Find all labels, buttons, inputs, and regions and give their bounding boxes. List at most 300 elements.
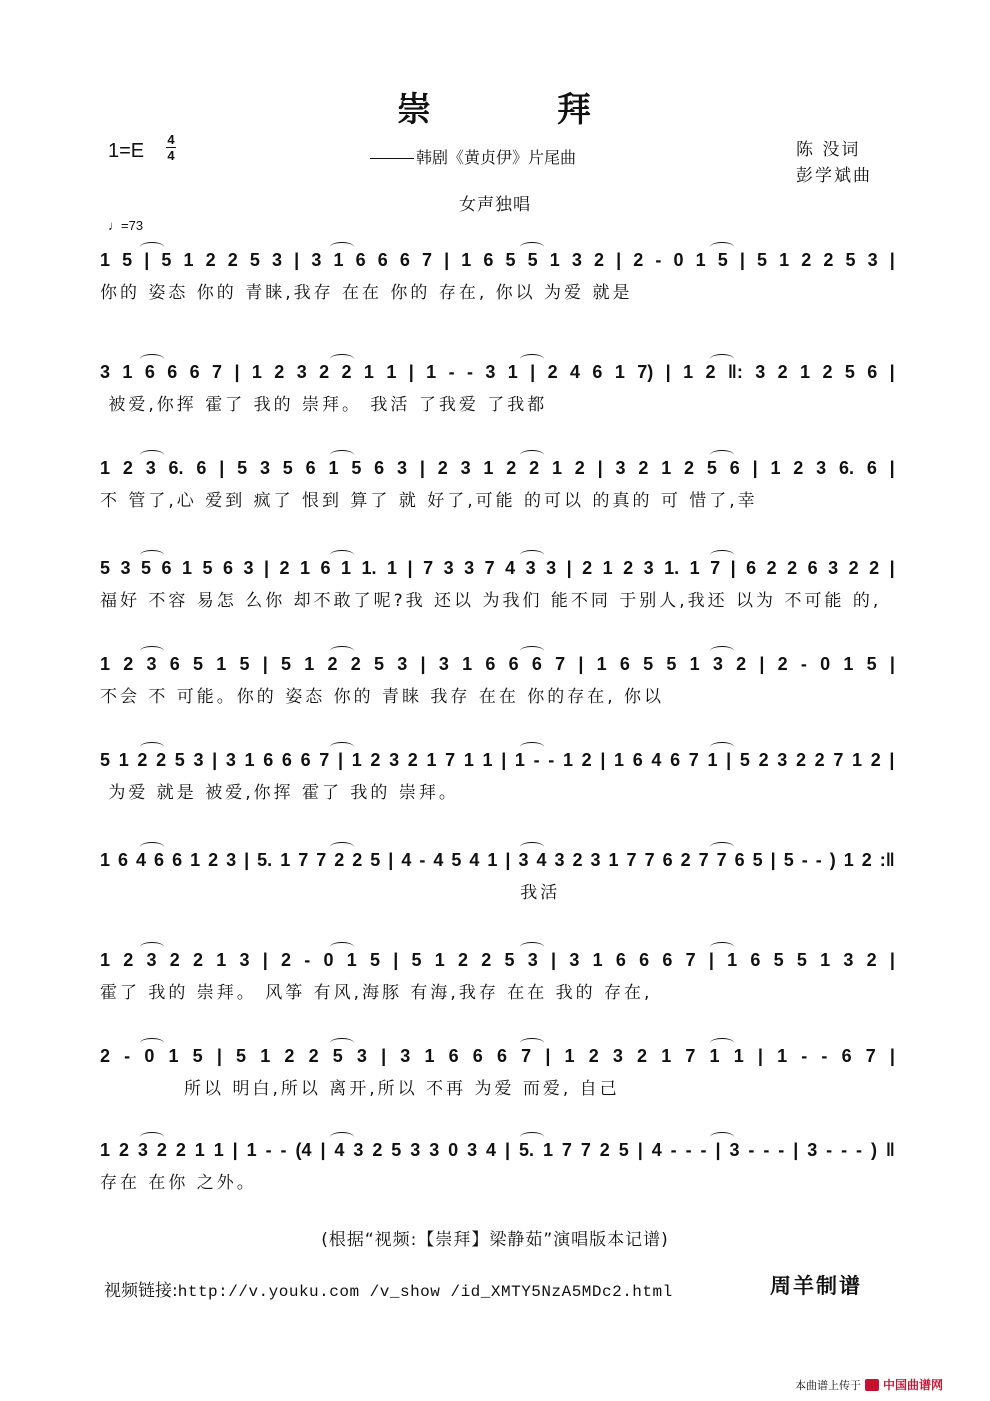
note: 5 (100, 750, 111, 770)
note: - (856, 1140, 863, 1160)
note: - (655, 250, 662, 270)
barline: | (337, 750, 344, 770)
note-row (100, 950, 895, 971)
barline: | (889, 654, 895, 674)
note: 2 (684, 458, 695, 478)
note: - (466, 362, 473, 382)
title-char-2: 拜 (557, 90, 593, 130)
notation-line (100, 840, 895, 878)
note: 5 (351, 458, 362, 478)
note: 3 (438, 654, 449, 674)
barline: | (889, 558, 895, 578)
staff-system (100, 448, 895, 512)
note: 2 (633, 250, 644, 270)
note: 5 (739, 750, 750, 770)
note: 5 (844, 362, 855, 382)
note: 2 (193, 950, 204, 970)
note-row (100, 750, 895, 771)
note: 1 (689, 654, 700, 674)
note: 5 (618, 1140, 629, 1160)
note: 1 (683, 362, 694, 382)
note: 1 (434, 950, 445, 970)
note: 5 (239, 654, 250, 674)
note: 6 (496, 1046, 507, 1066)
note: 2 (793, 458, 804, 478)
barline: | (759, 654, 765, 674)
note: 1 (100, 654, 111, 674)
video-link-label: 视频链接: (104, 1281, 178, 1301)
note: 1 (363, 362, 374, 382)
note: 3 (571, 250, 582, 270)
slur-mark (140, 450, 164, 460)
note: 3 (120, 558, 131, 578)
note: 2 (870, 750, 881, 770)
note: 1 (562, 750, 573, 770)
lyrics-line: 福好 不容 易怎 么你 却不敢了呢?我 还以 为我们 能不同 于别人,我还 以为 不可能 的, (100, 591, 882, 611)
note: 7 (644, 850, 655, 870)
barline: | (407, 558, 413, 578)
note: 6 (399, 250, 410, 270)
barline: | (665, 362, 671, 382)
slur-mark (520, 354, 544, 364)
slur-mark (520, 942, 544, 952)
note: 3 (410, 1140, 421, 1160)
lyrics-line: 被爱,你挥 霍了 我的 崇拜。 我活 了我爱 了我都 (100, 395, 548, 415)
note: 6 (161, 558, 172, 578)
note: 2 (350, 654, 361, 674)
note: 3 (429, 1140, 440, 1160)
note: 7 (865, 1046, 876, 1066)
note: 7 (484, 558, 495, 578)
note: - (548, 750, 555, 770)
note: 1 (482, 750, 493, 770)
barline: | (739, 250, 745, 270)
note: 6 (167, 362, 178, 382)
footer-brand[interactable]: 中国曲谱网 (883, 1378, 944, 1392)
note: 2 (593, 250, 604, 270)
note: 3 (272, 250, 283, 270)
note: 1 (328, 458, 339, 478)
time-signature-top: 4 (167, 132, 175, 147)
note: 6 (374, 458, 385, 478)
note: 5 (666, 654, 677, 674)
note: 2 (582, 558, 593, 578)
note: 5 (237, 458, 248, 478)
note: 1 (461, 250, 472, 270)
note: 2 (823, 250, 834, 270)
note: 1 (487, 850, 498, 870)
note: 7 (298, 850, 309, 870)
note: 3 (397, 458, 408, 478)
note: 5 (643, 654, 654, 674)
note: 7 (698, 850, 709, 870)
note: 7 (319, 750, 330, 770)
note: 3 (554, 850, 565, 870)
note: 3 (755, 362, 766, 382)
note: 6 (485, 654, 496, 674)
slur-mark (710, 1132, 734, 1142)
slur-mark (330, 1038, 354, 1048)
note: 1 (608, 850, 619, 870)
note: - (448, 362, 455, 382)
note: 5 (161, 250, 172, 270)
note: 5 (451, 850, 462, 870)
note: 2 (372, 1140, 383, 1160)
notation-line (100, 240, 895, 278)
note: 0 (673, 250, 684, 270)
note: 3 (518, 850, 529, 870)
note: 1. (664, 558, 680, 578)
slur-mark (140, 1038, 164, 1048)
note: 6 (729, 458, 740, 478)
note: - (800, 654, 807, 674)
slur-mark (140, 1132, 164, 1142)
note: 7 (580, 1140, 591, 1160)
note: 5 (866, 654, 877, 674)
note: 2 (599, 1140, 610, 1160)
note: 5 (783, 850, 794, 870)
note: 1 (852, 750, 863, 770)
note: - (685, 1140, 692, 1160)
note: 5 (281, 654, 292, 674)
barline: | (294, 250, 300, 270)
barline: | (444, 250, 450, 270)
note: 3 (146, 654, 157, 674)
note: 5 (141, 558, 152, 578)
note: 7) (637, 362, 654, 382)
note: 1 (387, 558, 398, 578)
barline: | (545, 1046, 551, 1066)
note: 1 (507, 362, 518, 382)
note: 3 (296, 362, 307, 382)
note: 3 (828, 558, 839, 578)
barline: | (530, 362, 536, 382)
note: - (280, 1140, 287, 1160)
note: 4 (505, 558, 516, 578)
lyrics-line: 不会 不 可能。你的 姿态 你的 青睐 我存 在在 你的存在, 你以 (100, 687, 665, 707)
note: 6 (746, 558, 757, 578)
note: 1 (183, 250, 194, 270)
note: 1 (194, 1140, 205, 1160)
note: 3 (259, 458, 270, 478)
video-link-url[interactable]: http://v.youku.com /v_show /id_XMTY5NzA5MDc2.html (177, 1283, 673, 1301)
note: 5 (192, 1046, 203, 1066)
note: 3 (460, 458, 471, 478)
slur-mark (710, 942, 734, 952)
note: 1 (777, 1046, 788, 1066)
note: 2 (481, 950, 492, 970)
note: 5 (505, 250, 516, 270)
note: 3 (643, 558, 654, 578)
note: 2 (705, 362, 716, 382)
note: 6 (807, 558, 818, 578)
note: 0 (820, 654, 831, 674)
note: - (841, 1140, 848, 1160)
note: 2 (861, 850, 872, 870)
slur-mark (140, 742, 164, 752)
transcription-credit: (根据“视频:【崇拜】梁静茹”演唱版本记谱) (321, 1230, 669, 1250)
note: 6 (189, 362, 200, 382)
note-row (100, 558, 895, 579)
note: 5 (752, 850, 763, 870)
note: 1 (190, 850, 201, 870)
barline: | (889, 1046, 895, 1066)
note: 1 (280, 850, 291, 870)
slur-mark (140, 942, 164, 952)
note: 4 (486, 1140, 497, 1160)
barline: | (730, 558, 736, 578)
note: 5 (796, 950, 807, 970)
note: 2 (123, 654, 134, 674)
note: 1 (426, 750, 437, 770)
note: 2 (866, 950, 877, 970)
note: 2 (572, 850, 583, 870)
note: 1 (564, 1046, 575, 1066)
note: 6 (750, 950, 761, 970)
note: 3 (569, 950, 580, 970)
slur-mark (140, 550, 164, 560)
barline: | (752, 458, 758, 478)
note: 1 (727, 950, 738, 970)
title-char-1: 崇 (397, 90, 433, 130)
note: 1 (246, 1140, 257, 1160)
note: 3 (356, 1046, 367, 1066)
note: 2 (319, 362, 330, 382)
note: 1 (614, 750, 625, 770)
slur-mark (330, 550, 354, 560)
barline: | (578, 654, 584, 674)
note: 5. (518, 1140, 534, 1160)
note: 3 (612, 1046, 623, 1066)
note: 2 (334, 850, 345, 870)
note: 5 (332, 1046, 343, 1066)
barline: | (889, 750, 895, 770)
note-row (100, 362, 895, 383)
note: 1 (707, 750, 718, 770)
note: 7 (626, 850, 637, 870)
note: 6. (838, 458, 854, 478)
note: 1 (168, 1046, 179, 1066)
note: 1 (244, 750, 255, 770)
note: 1 (800, 362, 811, 382)
slur-mark (330, 354, 354, 364)
key-signature: 1=E (108, 140, 145, 162)
note: 1 (122, 362, 133, 382)
note: 6 (670, 750, 681, 770)
note: 3 (527, 950, 538, 970)
note: 0 (448, 1140, 459, 1160)
slur-mark (330, 842, 354, 852)
note: 1. (361, 558, 377, 578)
note: 2 (777, 362, 788, 382)
note: 2 (352, 850, 363, 870)
note: :‖ (879, 850, 895, 870)
note: - (821, 1046, 828, 1066)
slur-mark (710, 1038, 734, 1048)
note: - (801, 1046, 808, 1066)
note: 2 (279, 558, 290, 578)
note: 1 (216, 950, 227, 970)
slur-mark (520, 842, 544, 852)
note: 1 (216, 654, 227, 674)
note: 7 (688, 750, 699, 770)
note: 3 (546, 558, 557, 578)
note-row (100, 654, 895, 675)
note: 6 (472, 1046, 483, 1066)
note-row (100, 1140, 895, 1161)
notation-line (100, 1036, 895, 1074)
barline: | (381, 1046, 387, 1066)
note: 6 (531, 654, 542, 674)
barline: | (505, 1140, 511, 1160)
note: 2 (529, 458, 540, 478)
note: 5 (122, 250, 133, 270)
note: 6 (619, 654, 630, 674)
staff-system (100, 352, 895, 416)
note: 6 (448, 1046, 459, 1066)
barline: | (420, 654, 426, 674)
note: 3 (843, 950, 854, 970)
note: 2 (869, 558, 880, 578)
note: 4 (651, 750, 662, 770)
note: 1 (300, 558, 311, 578)
note: 1 (462, 654, 473, 674)
note: - (801, 850, 808, 870)
note: 3 (100, 362, 111, 382)
note: 5 (845, 250, 856, 270)
barline: | (234, 362, 240, 382)
note: 5 (236, 1046, 247, 1066)
note: 7 (423, 558, 434, 578)
note: 2 (637, 1046, 648, 1066)
lyrics-line: 你的 姿态 你的 青睐,我存 在在 你的 存在, 你以 为爱 就是 (100, 283, 633, 303)
note: 7 (716, 850, 727, 870)
note: 2 (814, 750, 825, 770)
note: 2 (758, 750, 769, 770)
notation-line (100, 940, 895, 978)
note: 7 (685, 1046, 696, 1066)
slur-mark (710, 354, 734, 364)
note: 2 (137, 750, 148, 770)
note: 1 (820, 950, 831, 970)
note: 0 (323, 950, 334, 970)
barline: | (262, 950, 268, 970)
note: 1 (614, 362, 625, 382)
footer-text: 本曲谱上传于 (795, 1378, 861, 1392)
subtitle (370, 145, 576, 168)
notation-line (100, 1130, 895, 1168)
note: 3 (397, 654, 408, 674)
slur-mark (520, 550, 544, 560)
note: 4 (570, 362, 581, 382)
note: 2 (308, 1046, 319, 1066)
slur-mark (710, 550, 734, 560)
slur-mark (520, 742, 544, 752)
notation-line (100, 548, 895, 586)
note: 1 (463, 750, 474, 770)
note: 6 (144, 362, 155, 382)
note: 6 (263, 750, 274, 770)
note: 2 (156, 1140, 167, 1160)
slur-mark (330, 1132, 354, 1142)
note: 3 (137, 1140, 148, 1160)
note: 3 (464, 558, 475, 578)
note: 4 (401, 850, 412, 870)
note: 2 (156, 750, 167, 770)
note: 2 (638, 458, 649, 478)
time-signature (166, 133, 176, 162)
slur-mark (520, 1132, 544, 1142)
slur-mark (140, 242, 164, 252)
note: - (670, 1140, 677, 1160)
note: 2 (205, 250, 216, 270)
note: 2 (801, 250, 812, 270)
note: ) (870, 1140, 877, 1160)
note: 1 (424, 1046, 435, 1066)
note: 6 (734, 850, 745, 870)
note: - (124, 1046, 131, 1066)
note: - (304, 950, 311, 970)
note: 1 (260, 1046, 271, 1066)
note: 6 (172, 850, 183, 870)
barline: | (597, 458, 603, 478)
barline: | (408, 362, 414, 382)
note: 3 (807, 1140, 818, 1160)
note: 1 (386, 362, 397, 382)
note: 7 (555, 654, 566, 674)
note: - (815, 850, 822, 870)
note: 5 (757, 250, 768, 270)
note: 6 (281, 750, 292, 770)
barline: | (264, 558, 270, 578)
barline: | (244, 850, 250, 870)
barline: | (757, 1046, 763, 1066)
note: 4 (136, 850, 147, 870)
note: 3 (311, 250, 322, 270)
note: 2 (123, 950, 134, 970)
note: - (533, 750, 540, 770)
note: 2 (766, 558, 777, 578)
video-link[interactable] (104, 1276, 673, 1301)
staff-system (100, 740, 895, 804)
note: 2 (175, 1140, 186, 1160)
note: 5 (527, 250, 538, 270)
note: 1 (100, 250, 111, 270)
note: 0 (144, 1046, 155, 1066)
slur-mark (520, 242, 544, 252)
note: 1 (182, 558, 193, 578)
note: 5 (717, 250, 728, 270)
subtitle-text: 韩剧《黄贞伊》片尾曲 (416, 148, 577, 167)
note: 3 (145, 458, 156, 478)
slur-mark (710, 742, 734, 752)
note: 1 (661, 458, 672, 478)
slur-mark (710, 646, 734, 656)
note: 6 (300, 750, 311, 770)
note: 1 (304, 654, 315, 674)
note: 1 (426, 362, 437, 382)
note: 5 (202, 558, 213, 578)
note: 1 (333, 250, 344, 270)
upload-footer[interactable] (795, 1376, 943, 1393)
site-logo-icon (865, 1379, 879, 1391)
note: 1 (542, 1140, 553, 1160)
note: 5. (257, 850, 273, 870)
note: 1 (843, 850, 854, 870)
note-row (100, 250, 895, 271)
note-row (100, 1046, 895, 1067)
note: 2 (506, 458, 517, 478)
